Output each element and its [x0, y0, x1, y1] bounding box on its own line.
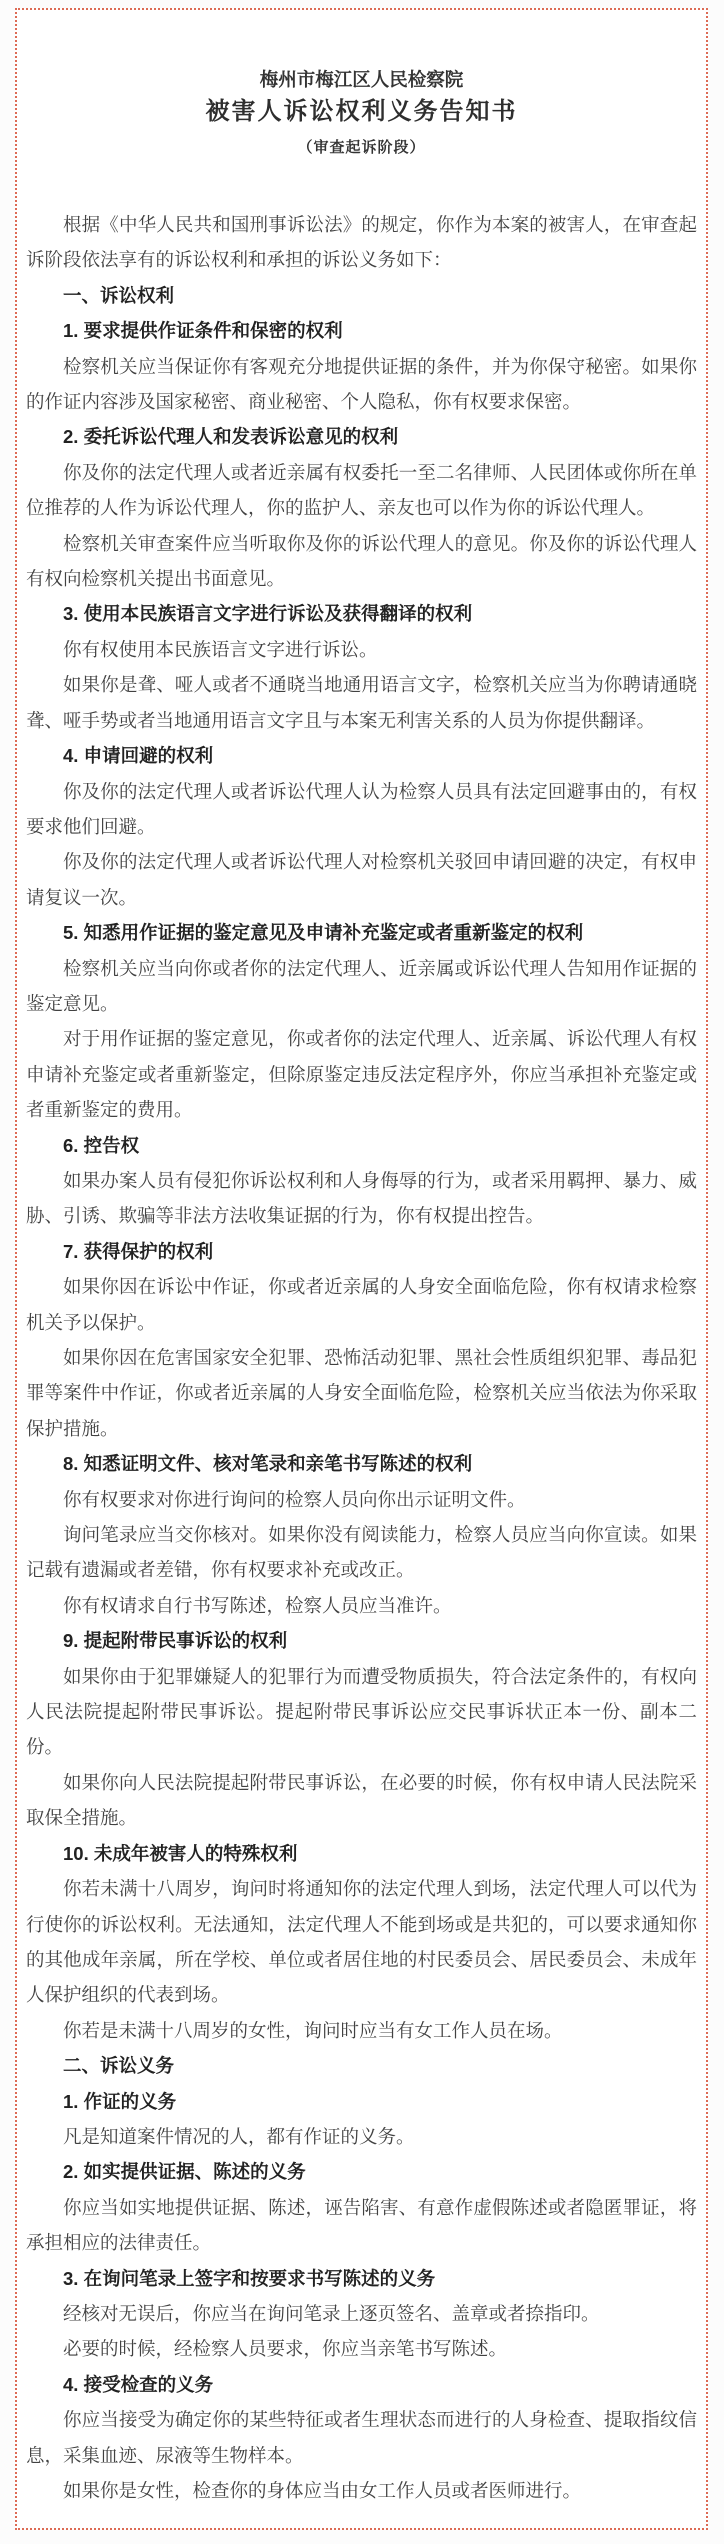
item-heading: 3. 在询问笔录上签字和按要求书写陈述的义务: [63, 2267, 436, 2289]
paragraph: 检察机关审查案件应当听取你及你的诉讼代理人的意见。你及你的诉讼代理人有权向检察机关提出书面意见。: [26, 532, 697, 590]
item-heading: 4. 接受检查的义务: [63, 2373, 214, 2395]
paragraph: 你应当如实地提供证据、陈述，诬告陷害、有意作虚假陈述或者隐匿罪证，将承担相应的法律责任。: [26, 2196, 697, 2254]
item-heading: 9. 提起附带民事诉讼的权利: [63, 1630, 288, 1652]
paragraph: 如果你因在诉讼中作证，你或者近亲属的人身安全面临危险，你有权请求检察机关予以保护。: [26, 1276, 697, 1333]
paragraph: 凡是知道案件情况的人，都有作证的义务。: [63, 2125, 415, 2147]
org-name: 梅州市梅江区人民检察院: [259, 69, 464, 90]
paragraph: 检察机关应当向你或者你的法定代理人、近亲属或诉讼代理人告知用作证据的鉴定意见。: [26, 957, 697, 1014]
item-heading: 3. 使用本民族语言文字进行诉讼及获得翻译的权利: [63, 603, 473, 625]
item-heading: 1. 作证的义务: [63, 2090, 177, 2112]
item-heading: 2. 委托诉讼代理人和发表诉讼意见的权利: [63, 426, 399, 448]
paragraph: 你及你的法定代理人或者诉讼代理人认为检察人员具有法定回避事由的，有权要求他们回避。: [26, 780, 697, 837]
paragraph: 你应当接受为确定你的某些特征或者生理状态而进行的人身检查、提取指纹信息，采集血迹、尿液等生物样本。: [26, 2409, 697, 2466]
paragraph: 你有权使用本民族语言文字进行诉讼。: [63, 638, 378, 660]
paragraph: 如果你由于犯罪嫌疑人的犯罪行为而遭受物质损失，符合法定条件的，有权向人民法院提起附带民事诉讼。提起附带民事诉讼应交民事诉状正本一份、副本二份。: [26, 1665, 697, 1758]
item-heading: 5. 知悉用作证据的鉴定意见及申请补充鉴定或者重新鉴定的权利: [63, 922, 584, 944]
item-heading: 7. 获得保护的权利: [63, 1240, 214, 1262]
document-subtitle: （审查起诉阶段）: [297, 139, 426, 156]
paragraph: 必要的时候，经检察人员要求，你应当亲笔书写陈述。: [63, 2338, 508, 2360]
paragraph: 如果你是聋、哑人或者不通晓当地通用语言文字，检察机关应当为你聘请通晓聋、哑手势或者当地通用语言文字且与本案无利害关系的人员为你提供翻译。: [26, 674, 697, 731]
paragraph: 你及你的法定代理人或者近亲属有权委托一至二名律师、人民团体或你所在单位推荐的人作为诉讼代理人，你的监护人、亲友也可以作为你的诉讼代理人。: [26, 461, 697, 519]
item-heading: 6. 控告权: [63, 1134, 140, 1156]
paragraph: 你及你的法定代理人或者诉讼代理人对检察机关驳回申请回避的决定，有权申请复议一次。: [26, 851, 697, 908]
paragraph: 如果你向人民法院提起附带民事诉讼，在必要的时候，你有权申请人民法院采取保全措施。: [26, 1771, 697, 1829]
paragraph: 如果你是女性，检查你的身体应当由女工作人员或者医师进行。: [63, 2480, 582, 2501]
item-heading: 4. 申请回避的权利: [63, 745, 214, 767]
paragraph: 检察机关应当保证你有客观充分地提供证据的条件，并为你保守秘密。如果你的作证内容涉及国家秘密、商业秘密、个人隐私，你有权要求保密。: [26, 355, 697, 413]
item-heading: 2. 如实提供证据、陈述的义务: [63, 2161, 306, 2183]
intro-paragraph: 根据《中华人民共和国刑事诉讼法》的规定，你作为本案的被害人，在审查起诉阶段依法享有的诉讼权利和承担的诉讼义务如下：: [26, 214, 697, 271]
document-sheet: [15, 8, 708, 2530]
paragraph: 经核对无误后，你应当在询问笔录上逐页签名、盖章或者捺指印。: [63, 2302, 600, 2324]
item-heading: 1. 要求提供作证条件和保密的权利: [63, 320, 343, 342]
document-header: [26, 67, 697, 161]
paragraph: 询问笔录应当交你核对。如果你没有阅读能力，检察人员应当向你宣读。如果记载有遗漏或者差错，你有权要求补充或改正。: [26, 1524, 697, 1581]
paragraph: 你若未满十八周岁，询问时将通知你的法定代理人到场，法定代理人可以代为行使你的诉讼权利。无法通知，法定代理人不能到场或是共犯的，可以要求通知你的其他成年亲属，所在学校、单位或者居住地的村民委员会、居民委员会、未成年人保护组织的代表到场。: [26, 1878, 697, 2006]
paragraph: 如果办案人员有侵犯你诉讼权利和人身侮辱的行为，或者采用羁押、暴力、威胁、引诱、欺骗等非法方法收集证据的行为，你有权提出控告。: [26, 1169, 697, 1227]
item-heading: 8. 知悉证明文件、核对笔录和亲笔书写陈述的权利: [63, 1453, 473, 1475]
document-body: [26, 207, 697, 2508]
section-heading: 二、诉讼义务: [63, 2055, 175, 2077]
paragraph: 你有权请求自行书写陈述，检察人员应当准许。: [63, 1594, 452, 1616]
paragraph: 对于用作证据的鉴定意见，你或者你的法定代理人、近亲属、诉讼代理人有权申请补充鉴定或者重新鉴定，但除原鉴定违反法定程序外，你应当承担补充鉴定或者重新鉴定的费用。: [26, 1028, 697, 1121]
item-heading: 10. 未成年被害人的特殊权利: [63, 1842, 298, 1864]
paragraph: 你若是未满十八周岁的女性，询问时应当有女工作人员在场。: [63, 2019, 563, 2041]
paragraph: 你有权要求对你进行询问的检察人员向你出示证明文件。: [63, 1488, 526, 1510]
paragraph: 如果你因在危害国家安全犯罪、恐怖活动犯罪、黑社会性质组织犯罪、毒品犯罪等案件中作证，你或者近亲属的人身安全面临危险，检察机关应当依法为你采取保护措施。: [26, 1347, 697, 1439]
document-title: 被害人诉讼权利义务告知书: [205, 98, 518, 125]
section-heading: 一、诉讼权利: [63, 284, 175, 306]
